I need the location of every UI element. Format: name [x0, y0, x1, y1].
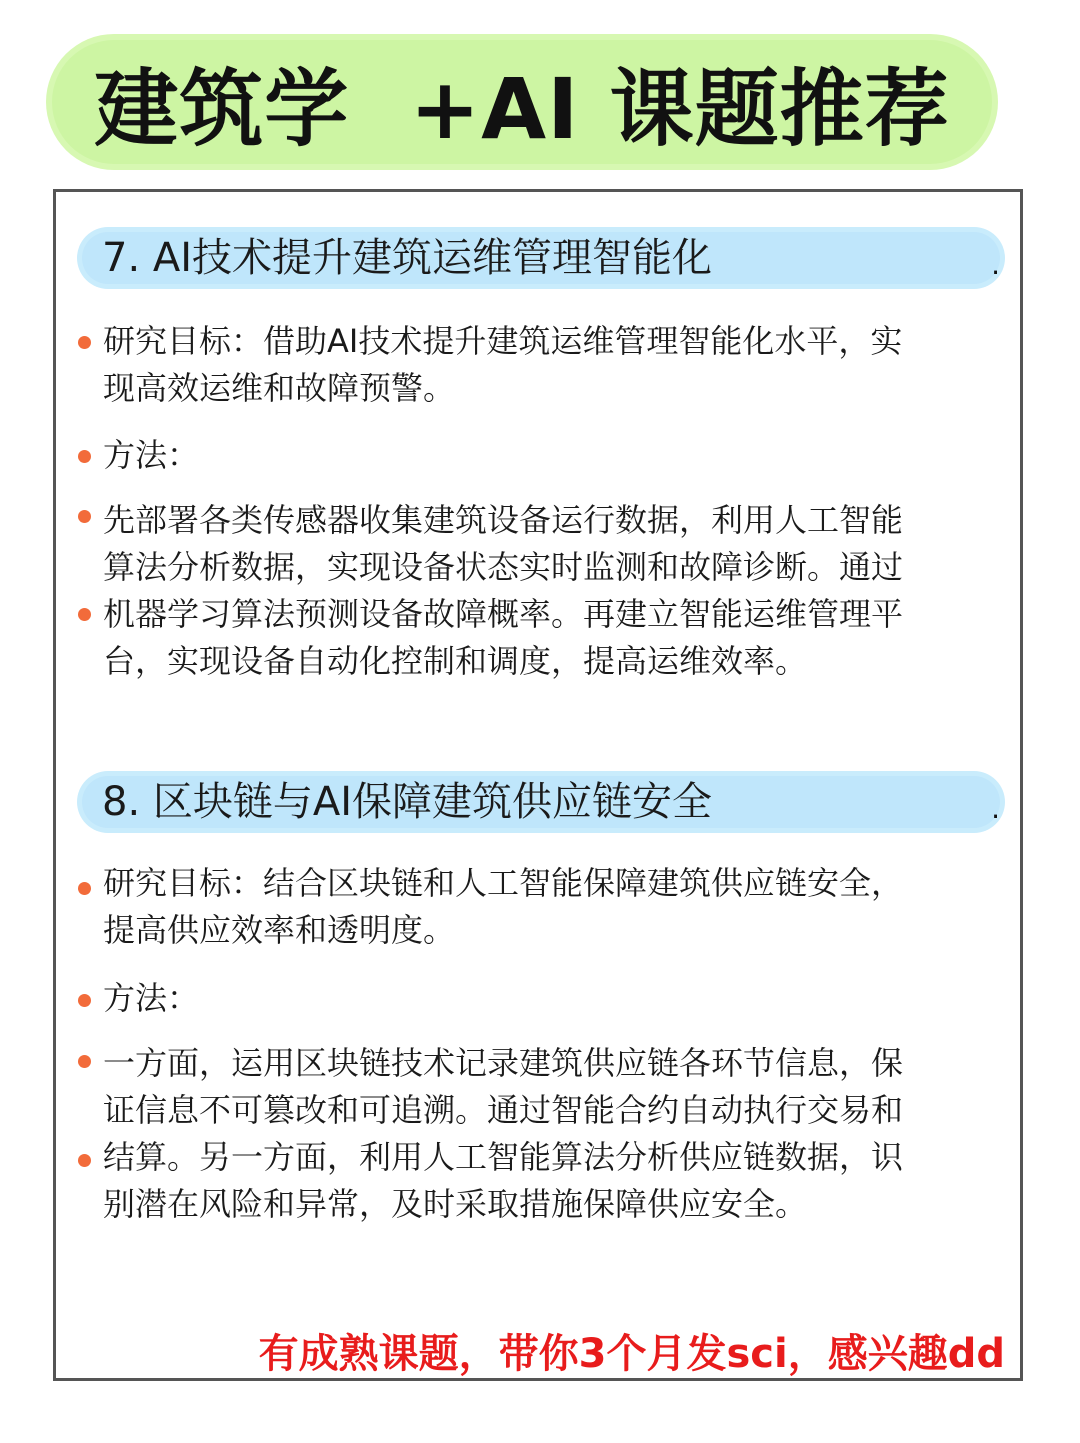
promo-footer: 有成熟课题，带你3个月发sci，感兴趣dd	[258, 1331, 1005, 1377]
page-title: 建筑学 +AI 课题推荐	[94, 59, 950, 158]
bullet-icon	[78, 1154, 91, 1167]
heading-dot: .	[991, 792, 1000, 825]
bullet-icon	[78, 994, 91, 1007]
section-7-method-text: 先部署各类传感器收集建筑设备运行数据，利用人工智能 算法分析数据，实现设备状态实时监测和故障诊断。通过 机器学习算法预测设备故障概率。再建立智能运维管理平 台，实现设备自动化控制和调度，提高运维效率。	[103, 501, 904, 680]
section-8-goal: 研究目标：结合区块链和人工智能保障建筑供应链安全， 提高供应效率和透明度。	[103, 864, 904, 949]
bullet-icon	[78, 608, 91, 621]
bullet-icon	[78, 882, 91, 895]
bullet-icon	[78, 510, 91, 523]
section-8-method-text: 一方面，运用区块链技术记录建筑供应链各环节信息，保 证信息不可篡改和可追溯。通过智能合约自动执行交易和 结算。另一方面，利用人工智能算法分析供应链数据，识 别潜在风险和异常，及时采取措施保障供应安全。	[103, 1044, 904, 1223]
bullet-icon	[78, 450, 91, 463]
bullet-icon	[78, 1055, 91, 1068]
section-7-heading	[82, 228, 1002, 288]
section-8-method-label: 方法：	[103, 979, 200, 1017]
section-8-title: 8. 区块链与AI保障建筑供应链安全	[102, 779, 713, 825]
section-8-heading	[82, 772, 1002, 832]
section-7-goal: 研究目标：借助AI技术提升建筑运维管理智能化水平，实 现高效运维和故障预警。	[103, 322, 903, 407]
bullet-icon	[78, 336, 91, 349]
section-7-method-label: 方法：	[103, 436, 200, 474]
heading-dot: .	[991, 248, 1000, 281]
section-7-title: 7. AI技术提升建筑运维管理智能化	[102, 235, 713, 281]
